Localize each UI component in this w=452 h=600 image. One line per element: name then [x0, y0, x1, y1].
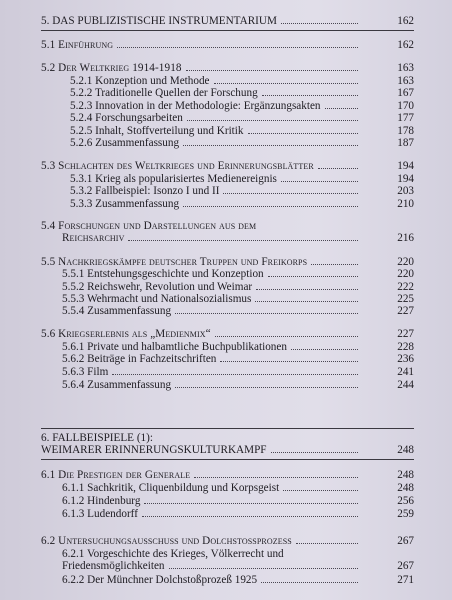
- dot-leader: [318, 168, 358, 169]
- toc-page-number: 163: [397, 62, 414, 74]
- toc-page-number: 203: [397, 185, 414, 197]
- toc-entry-title: Friedensmöglichkeiten: [62, 560, 165, 572]
- toc-entry-title: 6.1.2 Hindenburg: [62, 495, 141, 507]
- toc-entry-title: 5.4 Forschungen und Darstellungen aus dem: [41, 220, 257, 232]
- toc-entry: [0, 230, 452, 246]
- dot-leader: [117, 47, 358, 48]
- dot-leader: [271, 452, 358, 453]
- toc-page-number: 244: [397, 379, 414, 391]
- dot-leader: [183, 145, 358, 146]
- toc-page-number: 220: [397, 256, 414, 268]
- toc-page-number: 227: [397, 305, 414, 317]
- toc-entry: [0, 135, 452, 151]
- toc-page-number: 222: [397, 281, 414, 293]
- dot-leader: [187, 120, 358, 121]
- dot-leader: [262, 95, 358, 96]
- section-rule: [41, 428, 414, 429]
- dot-leader: [281, 181, 358, 182]
- toc-entry-title: 5.6.2 Beiträge in Fachzeitschriften: [62, 353, 217, 365]
- dot-leader: [291, 349, 358, 350]
- toc-entry-title: 5.6.4 Zusammenfassung: [62, 379, 172, 391]
- toc-page-number: 267: [397, 560, 414, 572]
- toc-entry-title: 5.2.2 Traditionelle Quellen der Forschung: [70, 87, 258, 99]
- section-rule: [41, 30, 414, 31]
- toc-entry-title: 5.5.4 Zusammenfassung: [62, 305, 172, 317]
- dot-leader: [281, 23, 358, 24]
- toc-entry-title: Reichsarchiv: [62, 232, 125, 244]
- dot-leader: [175, 313, 358, 314]
- dot-leader: [255, 301, 358, 302]
- toc-page-number: 194: [397, 173, 414, 185]
- toc-entry-title: 5.2.6 Zusammenfassung: [70, 137, 180, 149]
- toc-entry-title: 5.6.3 Film: [62, 366, 109, 378]
- dot-leader: [311, 264, 358, 265]
- toc-entry: [0, 442, 452, 458]
- toc-entry-title: 5.5.3 Wehrmacht und Nationalsozialismus: [62, 293, 252, 305]
- toc-page-number: 178: [397, 125, 414, 137]
- toc-entry: [0, 13, 452, 29]
- dot-leader: [175, 387, 358, 388]
- toc-page-number: 248: [397, 444, 414, 456]
- dot-leader: [144, 503, 358, 504]
- toc-entry-title: 5.6.1 Private und halbamtliche Buchpublikationen: [62, 341, 287, 353]
- toc-page-number: 194: [397, 160, 414, 172]
- toc-entry-title: 5.2.1 Konzeption und Methode: [70, 75, 210, 87]
- toc-entry-title: 5.2 Der Weltkrieg 1914-1918: [41, 62, 182, 74]
- toc-entry: [0, 303, 452, 319]
- toc-entry: [0, 506, 452, 522]
- toc-entry-title: 5.2.3 Innovation in der Methodologie: Ergänzungsakten: [70, 100, 321, 112]
- dot-leader: [223, 193, 358, 194]
- toc-page-number: 170: [397, 100, 414, 112]
- toc-entry-title: 5.1 Einführung: [41, 39, 114, 51]
- dot-leader: [169, 568, 358, 569]
- toc-entry: [0, 572, 452, 588]
- dot-leader: [183, 206, 358, 207]
- toc-entry-title: 6.2.2 Der Münchner Dolchstoßprozeß 1925: [62, 574, 258, 586]
- toc-entry-title: 6.2.1 Vorgeschichte des Krieges, Völkerrecht und: [62, 548, 284, 560]
- toc-entry-title: 5.3 Schlachten des Weltkrieges und Erinnerungsblätter: [41, 160, 314, 172]
- toc-entry-title: 5.2.5 Inhalt, Stoffverteilung und Kritik: [70, 125, 244, 137]
- toc-page-number: 248: [397, 482, 414, 494]
- toc-page-number: 167: [397, 87, 414, 99]
- toc-entry-title: 6.1.3 Ludendorff: [62, 508, 138, 520]
- toc-page-number: 236: [397, 353, 414, 365]
- section-rule: [41, 459, 414, 460]
- dot-leader: [220, 361, 358, 362]
- toc-page-number: 210: [397, 198, 414, 210]
- dot-leader: [296, 543, 358, 544]
- toc-entry-title: 6.1.1 Sachkritik, Cliquenbildung und Korpsgeist: [62, 482, 280, 494]
- toc-page-number: 241: [397, 366, 414, 378]
- toc-entry-title: 5.6 Kriegserlebnis als „Medienmix“: [41, 328, 211, 340]
- dot-leader: [261, 582, 358, 583]
- toc-page-number: 248: [397, 469, 414, 481]
- dot-leader: [256, 289, 358, 290]
- toc-entry-title: 5.3.2 Fallbeispiel: Isonzo I und II: [70, 185, 220, 197]
- toc-page-number: 216: [397, 232, 414, 244]
- toc-entry-title: 5.3.3 Zusammenfassung: [70, 198, 180, 210]
- toc-entry-title: 5.3.1 Krieg als popularisiertes Medienereignis: [70, 173, 277, 185]
- dot-leader: [194, 477, 358, 478]
- toc-page-number: 162: [397, 15, 414, 27]
- toc-page-number: 187: [397, 137, 414, 149]
- toc-page-number: 220: [397, 268, 414, 280]
- toc-page-number: 267: [397, 535, 414, 547]
- dot-leader: [215, 336, 358, 337]
- dot-leader: [128, 240, 358, 241]
- toc-page-number: 225: [397, 293, 414, 305]
- toc-entry-title: 5.2.4 Forschungsarbeiten: [70, 112, 183, 124]
- dot-leader: [325, 108, 358, 109]
- toc-entry-title: 5.5.2 Reichswehr, Revolution und Weimar: [62, 281, 253, 293]
- dot-leader: [283, 490, 358, 491]
- toc-entry-title: 6.2 Untersuchungsausschuss und Dolchstossprozess: [41, 535, 292, 547]
- toc-page-number: 256: [397, 495, 414, 507]
- toc-page-number: 227: [397, 328, 414, 340]
- toc-entry-title: WEIMARER ERINNERUNGSKULTURKAMPF: [41, 444, 267, 456]
- dot-leader: [112, 374, 358, 375]
- toc-page-number: 271: [397, 574, 414, 586]
- dot-leader: [248, 133, 359, 134]
- toc-entry-title: 6. FALLBEISPIELE (1):: [41, 432, 153, 444]
- toc-page-number: 228: [397, 341, 414, 353]
- toc-page-number: 163: [397, 75, 414, 87]
- toc-entry-title: 5.5.1 Entstehungsgeschichte und Konzeption: [62, 268, 264, 280]
- toc-page-number: 177: [397, 112, 414, 124]
- toc-entry-title: 5.5 Nachkriegskämpfe deutscher Truppen und Freikorps: [41, 256, 308, 268]
- toc-page-number: 259: [397, 508, 414, 520]
- toc-entry-title: 6.1 Die Prestigen der Generale: [41, 469, 191, 481]
- toc-entry: [0, 377, 452, 393]
- dot-leader: [214, 83, 358, 84]
- dot-leader: [186, 70, 358, 71]
- toc-page-number: 162: [397, 39, 414, 51]
- toc-entry-title: 5. DAS PUBLIZISTISCHE INSTRUMENTARIUM: [41, 15, 277, 27]
- dot-leader: [142, 516, 358, 517]
- toc-entry: [0, 37, 452, 53]
- dot-leader: [268, 276, 358, 277]
- toc-entry: [0, 196, 452, 212]
